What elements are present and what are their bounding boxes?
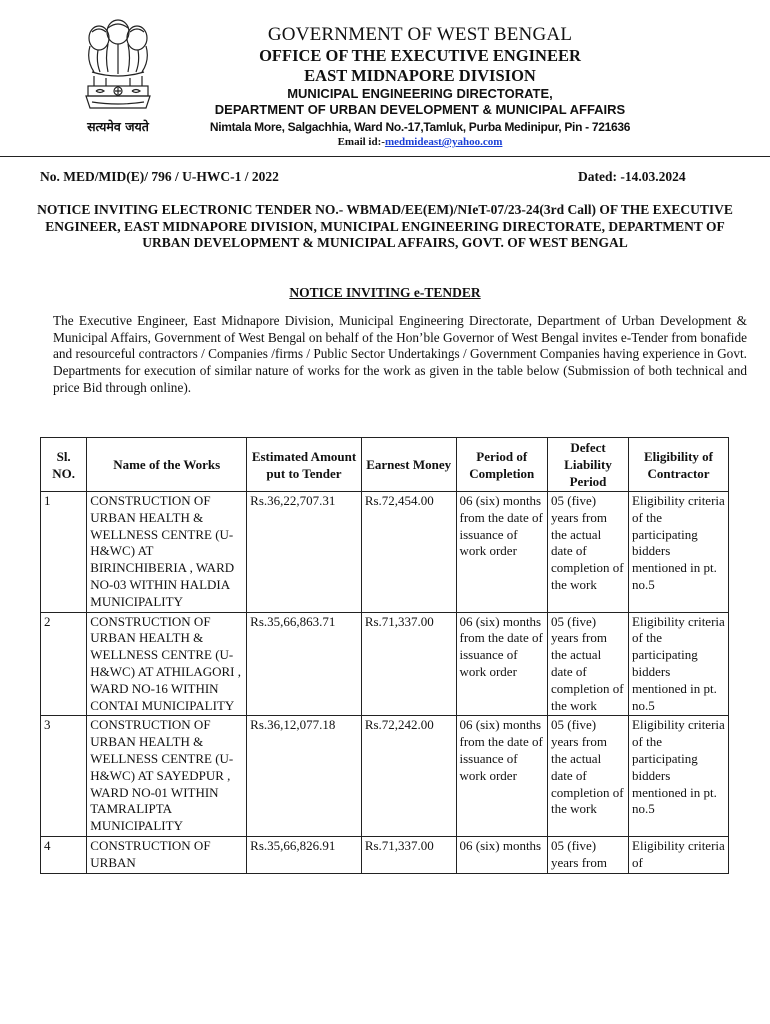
- header-divider: [0, 156, 770, 157]
- office-address: Nimtala More, Salgachhia, Ward No.-17,Tamluk, Purba Medinipur, Pin - 721636: [209, 120, 631, 134]
- government-name: GOVERNMENT OF WEST BENGAL: [267, 24, 573, 45]
- amount-cell: Rs.36,22,707.31: [247, 492, 362, 613]
- earnest-money-cell: Rs.71,337.00: [361, 836, 456, 873]
- department-name: DEPARTMENT OF URBAN DEVELOPMENT & MUNICIPAL AFFAIRS: [214, 102, 626, 117]
- amount-cell: Rs.36,12,077.18: [247, 716, 362, 837]
- column-header: Estimated Amount put to Tender: [247, 438, 362, 492]
- eligibility-cell: Eligibility criteria of the participating bidders mentioned in pt. no.5: [629, 716, 729, 837]
- column-header: Name of the Works: [87, 438, 247, 492]
- email-link[interactable]: medmideast@yahoo.com: [384, 136, 503, 148]
- column-header: Period of Completion: [456, 438, 548, 492]
- defect-liability-cell: 05 (five) years from the actual date of completion of the work: [548, 716, 629, 837]
- amount-cell: Rs.35,66,826.91: [247, 836, 362, 873]
- sl-cell: 2: [41, 612, 87, 716]
- table-row: [41, 836, 729, 873]
- office-name: OFFICE OF THE EXECUTIVE ENGINEER: [259, 46, 581, 65]
- eligibility-cell: Eligibility criteria of: [629, 836, 729, 873]
- notice-subtitle: NOTICE INVITING e-TENDER: [289, 285, 481, 300]
- work-name-cell: CONSTRUCTION OF URBAN HEALTH & WELLNESS CENTRE (U-H&WC) AT BIRINCHIBERIA , WARD NO-03 WITHIN HALDIA MUNICIPALITY: [87, 492, 247, 613]
- directorate-name: MUNICIPAL ENGINEERING DIRECTORATE,: [287, 86, 553, 101]
- amount-cell: Rs.35,66,863.71: [247, 612, 362, 716]
- notice-title: NOTICE INVITING ELECTRONIC TENDER NO.- WBMAD/EE(EM)/NIeT-07/23-24(3rd Call) OF THE EXECUTIVE ENGINEER, EAST MIDNAPORE DIVISION, MUNICIPAL ENGINEERING DIRECTORATE, DEPARTMENT OF URBAN DEVELOPMENT & MUNICIPAL AFFAIRS, GOVT. OF WEST BENGAL: [37, 202, 733, 250]
- table-header-row: [41, 438, 729, 492]
- table-row: [41, 716, 729, 837]
- completion-period-cell: 06 (six) months: [456, 836, 548, 873]
- completion-period-cell: 06 (six) months from the date of issuance of work order: [456, 716, 548, 837]
- memo-number: No. MED/MID(E)/ 796 / U-HWC-1 / 2022: [40, 169, 279, 184]
- work-name-cell: CONSTRUCTION OF URBAN: [87, 836, 247, 873]
- work-name-cell: CONSTRUCTION OF URBAN HEALTH & WELLNESS CENTRE (U-H&WC) AT ATHILAGORI , WARD NO-16 WITHIN CONTAI MUNICIPALITY: [87, 612, 247, 716]
- table-row: [41, 492, 729, 613]
- earnest-money-cell: Rs.72,454.00: [361, 492, 456, 613]
- division-name: EAST MIDNAPORE DIVISION: [304, 66, 536, 85]
- column-header: Sl. NO.: [41, 438, 87, 492]
- works-table: [40, 437, 729, 874]
- sl-cell: 4: [41, 836, 87, 873]
- column-header: Eligibility of Contractor: [629, 438, 729, 492]
- sl-cell: 3: [41, 716, 87, 837]
- eligibility-cell: Eligibility criteria of the participating bidders mentioned in pt. no.5: [629, 492, 729, 613]
- table-row: [41, 612, 729, 716]
- eligibility-cell: Eligibility criteria of the participating bidders mentioned in pt. no.5: [629, 612, 729, 716]
- column-header: Defect Liability Period: [548, 438, 629, 492]
- defect-liability-cell: 05 (five) years from the actual date of completion of the work: [548, 612, 629, 716]
- defect-liability-cell: 05 (five) years from: [548, 836, 629, 873]
- sl-cell: 1: [41, 492, 87, 613]
- notice-intro-paragraph: The Executive Engineer, East Midnapore Division, Municipal Engineering Directorate, Department of Urban Development & Municipal Affairs, Government of West Bengal on behalf of the Hon’ble Governor of West Bengal invites e-Tender from bonafide and resourceful contractors / Companies /firms / Public Sector Undertakings / Government Companies having experience in Govt. Departments for execution of similar nature of works for the work as given in the table below (Submission of both technical and price Bid through online).: [53, 313, 747, 395]
- email-line: [180, 136, 660, 148]
- earnest-money-cell: Rs.71,337.00: [361, 612, 456, 716]
- email-label: Email id:-: [337, 136, 385, 148]
- completion-period-cell: 06 (six) months from the date of issuance of work order: [456, 612, 548, 716]
- earnest-money-cell: Rs.72,242.00: [361, 716, 456, 837]
- completion-period-cell: 06 (six) months from the date of issuance of work order: [456, 492, 548, 613]
- national-motto: सत्यमेव जयते: [87, 119, 149, 134]
- work-name-cell: CONSTRUCTION OF URBAN HEALTH & WELLNESS CENTRE (U-H&WC) AT SAYEDPUR , WARD NO-01 WITHIN TAMRALIPTA MUNICIPALITY: [87, 716, 247, 837]
- defect-liability-cell: 05 (five) years from the actual date of completion of the work: [548, 492, 629, 613]
- column-header: Earnest Money: [361, 438, 456, 492]
- memo-date: Dated: -14.03.2024: [578, 169, 686, 184]
